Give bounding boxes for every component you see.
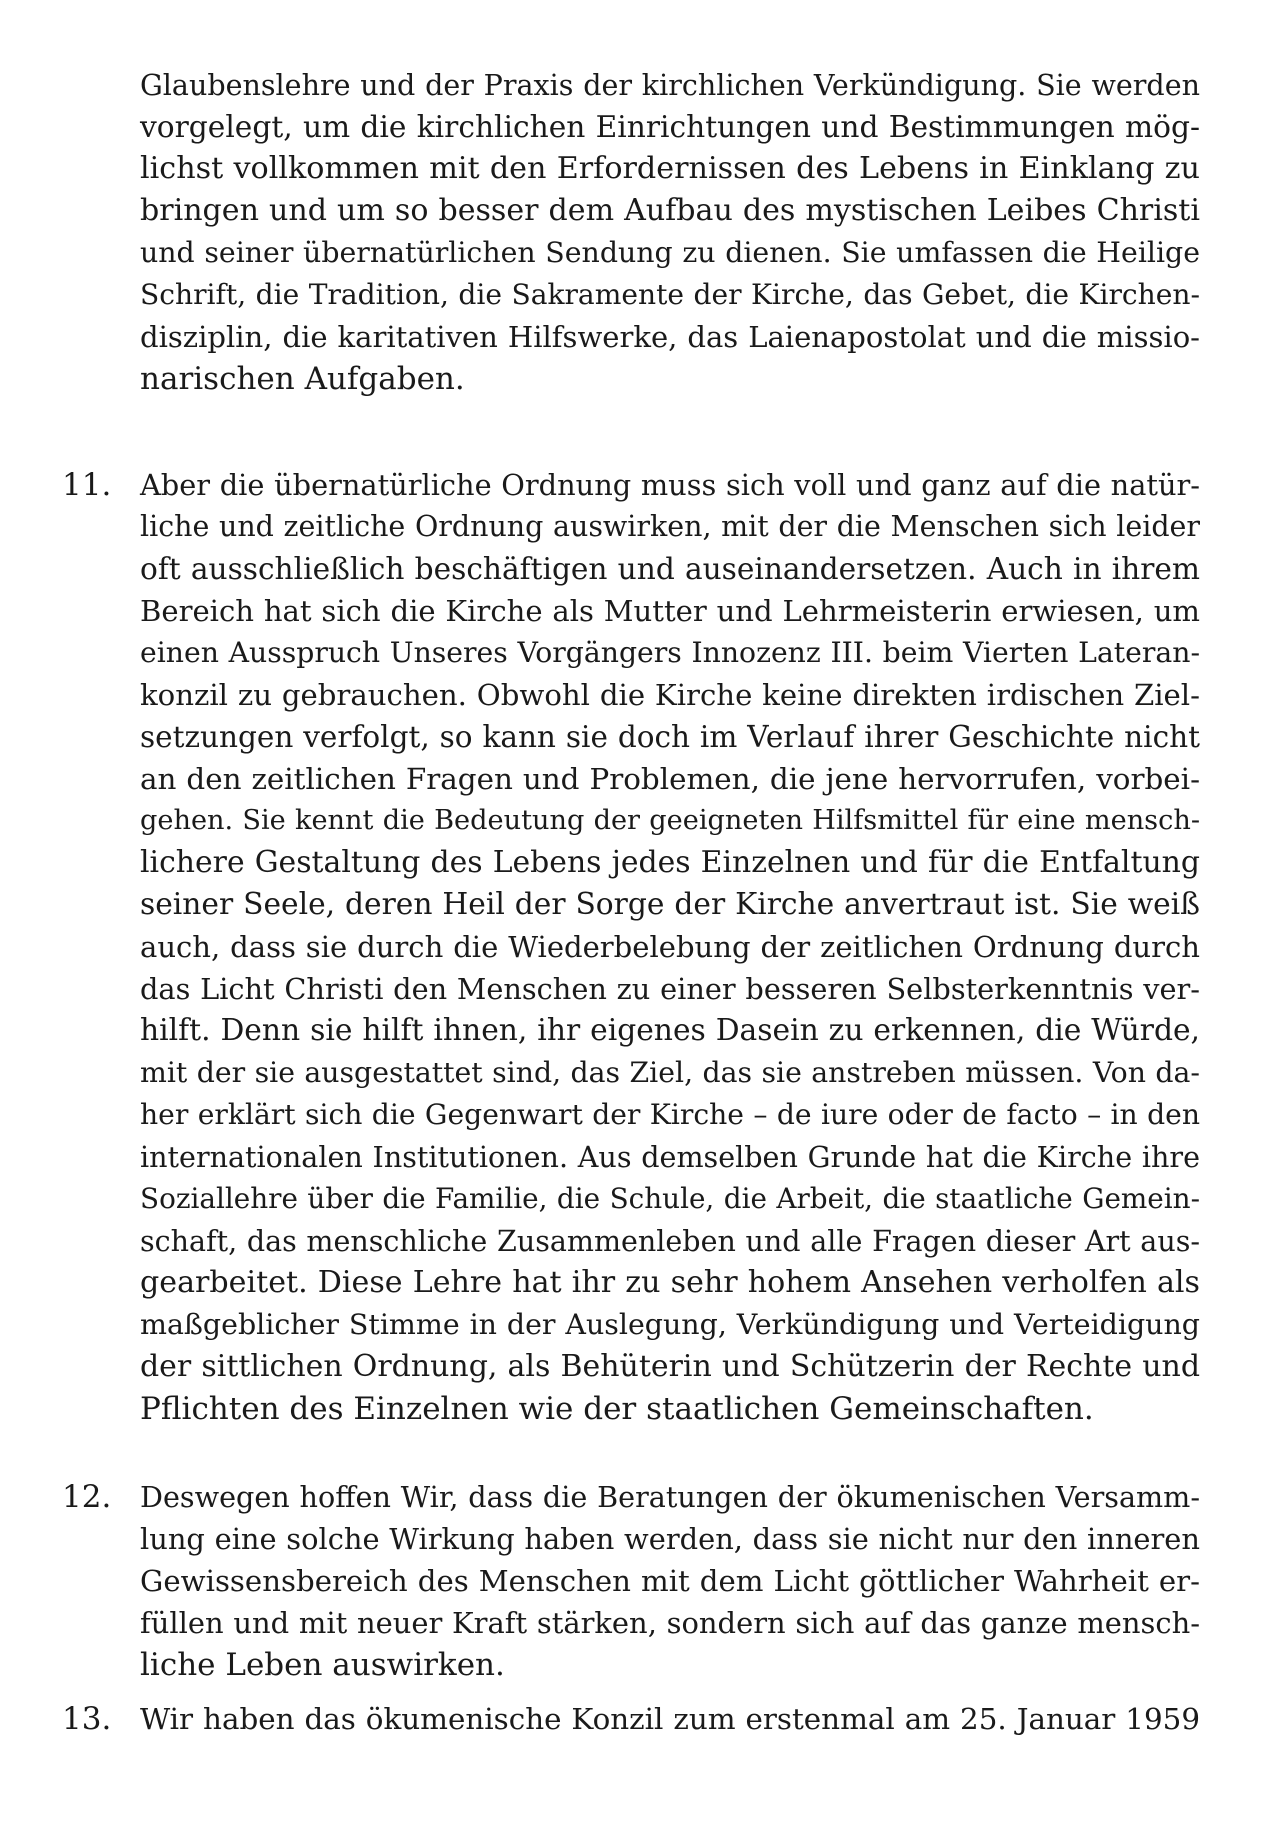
text-line: einen Ausspruch Unseres Vorgängers Innozenz III. beim Vierten Lateran- — [140, 636, 1200, 669]
text-line: lung eine solche Wirkung haben werden, dass sie nicht nur den inneren — [140, 1522, 1200, 1556]
text-line: seiner Seele, deren Heil der Sorge der Kirche anvertraut ist. Sie weiß — [140, 887, 1200, 922]
text-line: bringen und um so besser dem Aufbau des mystischen Leibes Christi — [140, 193, 1200, 228]
paragraph-number: 11. — [62, 467, 112, 503]
text-line: Gewissensbereich des Menschen mit dem Licht göttlicher Wahrheit er- — [140, 1564, 1200, 1598]
text-line: oft ausschließlich beschäftigen und auseinandersetzen. Auch in ihrem — [140, 552, 1200, 586]
text-line: Soziallehre über die Familie, die Schule, die Arbeit, die staatliche Gemein- — [140, 1182, 1200, 1215]
paragraph-12 — [140, 1476, 1200, 1686]
text-line: an den zeitlichen Fragen und Problemen, die jene hervorrufen, vorbei- — [140, 762, 1200, 796]
text-line: Deswegen hoffen Wir, dass die Beratungen der ökumenischen Versamm- — [140, 1480, 1200, 1514]
text-line: Aber die übernatürliche Ordnung muss sich voll und ganz auf die natür- — [140, 468, 1200, 502]
text-line: der sittlichen Ordnung, als Behüterin und Schützerin der Rechte und — [140, 1349, 1200, 1384]
text-line: Pflichten des Einzelnen wie der staatlichen Gemeinschaften. — [140, 1391, 1094, 1427]
text-line: mit der sie ausgestattet sind, das Ziel, das sie anstreben müssen. Von da- — [140, 1056, 1200, 1089]
text-line: konzil zu gebrauchen. Obwohl die Kirche keine direkten irdischen Ziel- — [140, 678, 1200, 712]
text-line: disziplin, die karitativen Hilfswerke, das Laienapostolat und die missio- — [140, 320, 1200, 354]
text-line: gehen. Sie kennt die Bedeutung der geeigneten Hilfsmittel für eine mensch- — [140, 805, 1200, 836]
text-line: lichst vollkommen mit den Erfordernissen des Lebens in Einklang zu — [140, 151, 1200, 186]
text-line: lichere Gestaltung des Lebens jedes Einzelnen und für die Entfaltung — [140, 845, 1200, 880]
text-line: liche Leben auswirken. — [140, 1647, 505, 1683]
text-line: schaft, das menschliche Zusammenleben und alle Fragen dieser Art aus- — [140, 1224, 1200, 1258]
text-line: Glaubenslehre und der Praxis der kirchlichen Verkündigung. Sie werden — [140, 68, 1200, 102]
text-line: her erklärt sich die Gegenwart der Kirche – de iure oder de facto – in den — [140, 1098, 1200, 1131]
text-line: und seiner übernatürlichen Sendung zu dienen. Sie umfassen die Heilige — [140, 236, 1200, 269]
paragraph-number: 13. — [62, 1701, 112, 1737]
paragraph-13 — [140, 1698, 1200, 1740]
text-line: Schrift, die Tradition, die Sakramente der Kirche, das Gebet, die Kirchen- — [140, 278, 1200, 311]
paragraph-11 — [140, 464, 1200, 1430]
text-line: vorgelegt, um die kirchlichen Einrichtungen und Bestimmungen mög- — [140, 109, 1200, 144]
text-line: liche und zeitliche Ordnung auswirken, mit der die Menschen sich leider — [140, 510, 1200, 543]
text-line: narischen Aufgaben. — [140, 361, 465, 397]
text-line: Bereich hat sich die Kirche als Mutter und Lehrmeisterin erwiesen, um — [140, 594, 1200, 628]
text-line: maßgeblicher Stimme in der Auslegung, Verkündigung und Verteidigung — [140, 1308, 1200, 1341]
text-line: internationalen Institutionen. Aus demselben Grunde hat die Kirche ihre — [140, 1140, 1200, 1174]
text-line: auch, dass sie durch die Wiederbelebung der zeitlichen Ordnung durch — [140, 930, 1200, 964]
text-line: das Licht Christi den Menschen zu einer besseren Selbsterkenntnis ver- — [140, 972, 1200, 1006]
paragraph-continuation — [140, 64, 1200, 400]
text-line: gearbeitet. Diese Lehre hat ihr zu sehr hohem Ansehen verholfen als — [140, 1265, 1200, 1300]
text-line: Wir haben das ökumenische Konzil zum erstenmal am 25. Januar 1959 — [140, 1702, 1200, 1736]
text-line: füllen und mit neuer Kraft stärken, sondern sich auf das ganze mensch- — [140, 1606, 1200, 1640]
paragraph-number: 12. — [62, 1479, 112, 1515]
text-line: hilft. Denn sie hilft ihnen, ihr eigenes Dasein zu erkennen, die Würde, — [140, 1013, 1200, 1048]
text-line: setzungen verfolgt, so kann sie doch im Verlauf ihrer Geschichte nicht — [140, 720, 1200, 754]
